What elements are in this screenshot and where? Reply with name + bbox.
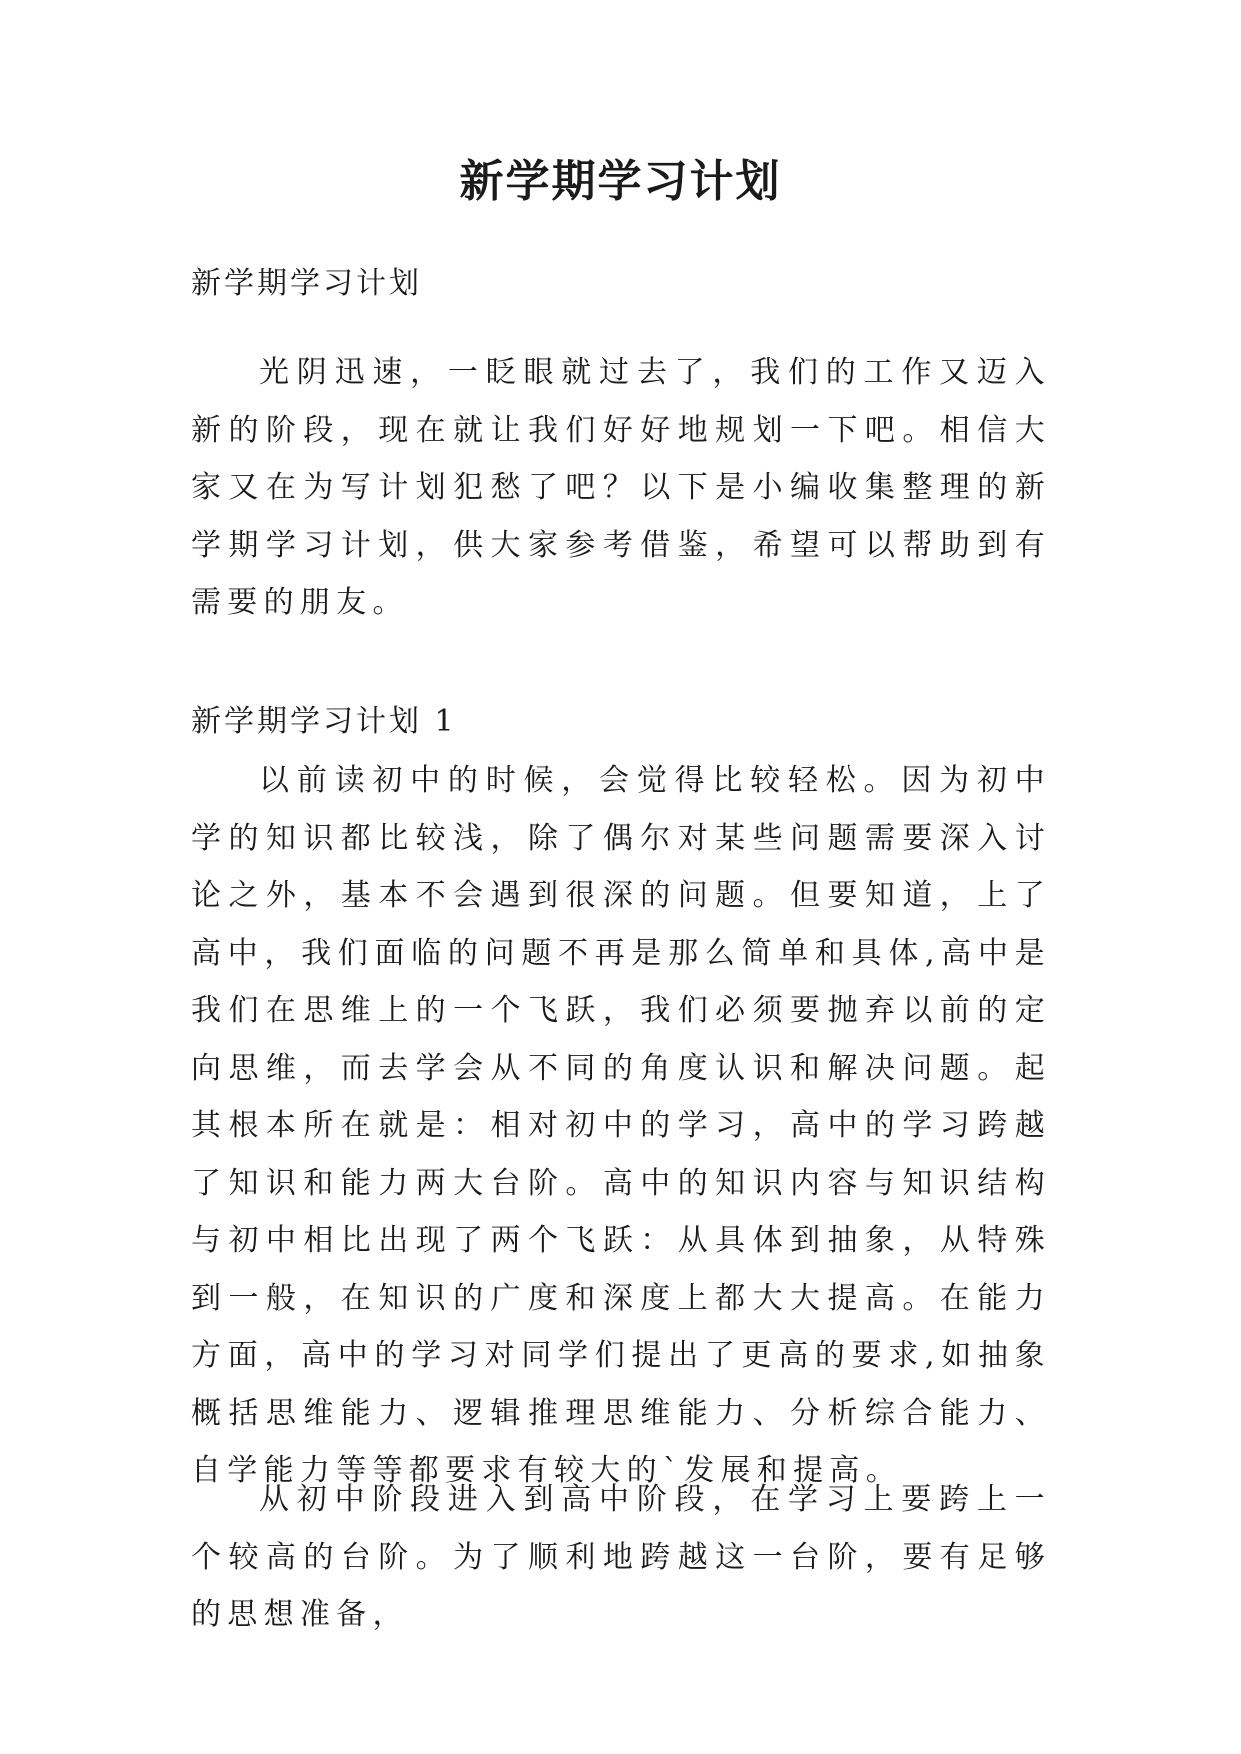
intro-paragraph: 光阴迅速，一眨眼就过去了，我们的工作又迈入新的阶段，现在就让我们好好地规划一下吧。相信大家又在为写计划犯愁了吧？以下是小编收集整理的新学期学习计划，供大家参考借鉴，希望可以帮助到有需要的朋友。 [191,355,1051,620]
document-title: 新学期学习计划 [459,156,782,207]
intro-heading: 新学期学习计划 [191,266,422,301]
section-1-heading: 新学期学习计划 1 [191,704,457,739]
section-1-paragraph-1: 以前读初中的时候，会觉得比较轻松。因为初中学的知识都比较浅，除了偶尔对某些问题需要深入讨论之外，基本不会遇到很深的问题。但要知道，上了高中，我们面临的问题不再是那么简单和具体,高中是我们在思维上的一个飞跃，我们必须要抛弃以前的定向思维，而去学会从不同的角度认识和解决问题。起其根本所在就是：相对初中的学习，高中的学习跨越了知识和能力两大台阶。高中的知识内容与知识结构与初中相比出现了两个飞跃：从具体到抽象，从特殊到一般，在知识的广度和深度上都大大提高。在能力方面，高中的学习对同学们提出了更高的要求,如抽象概括思维能力、逻辑推理思维能力、分析综合能力、自学能力等等都要求有较大的`发展和提高。 [191,763,1051,1488]
section-1-paragraph-2: 从初中阶段进入到高中阶段，在学习上要跨上一个较高的台阶。为了顺利地跨越这一台阶，要有足够的思想准备， [191,1482,1051,1632]
